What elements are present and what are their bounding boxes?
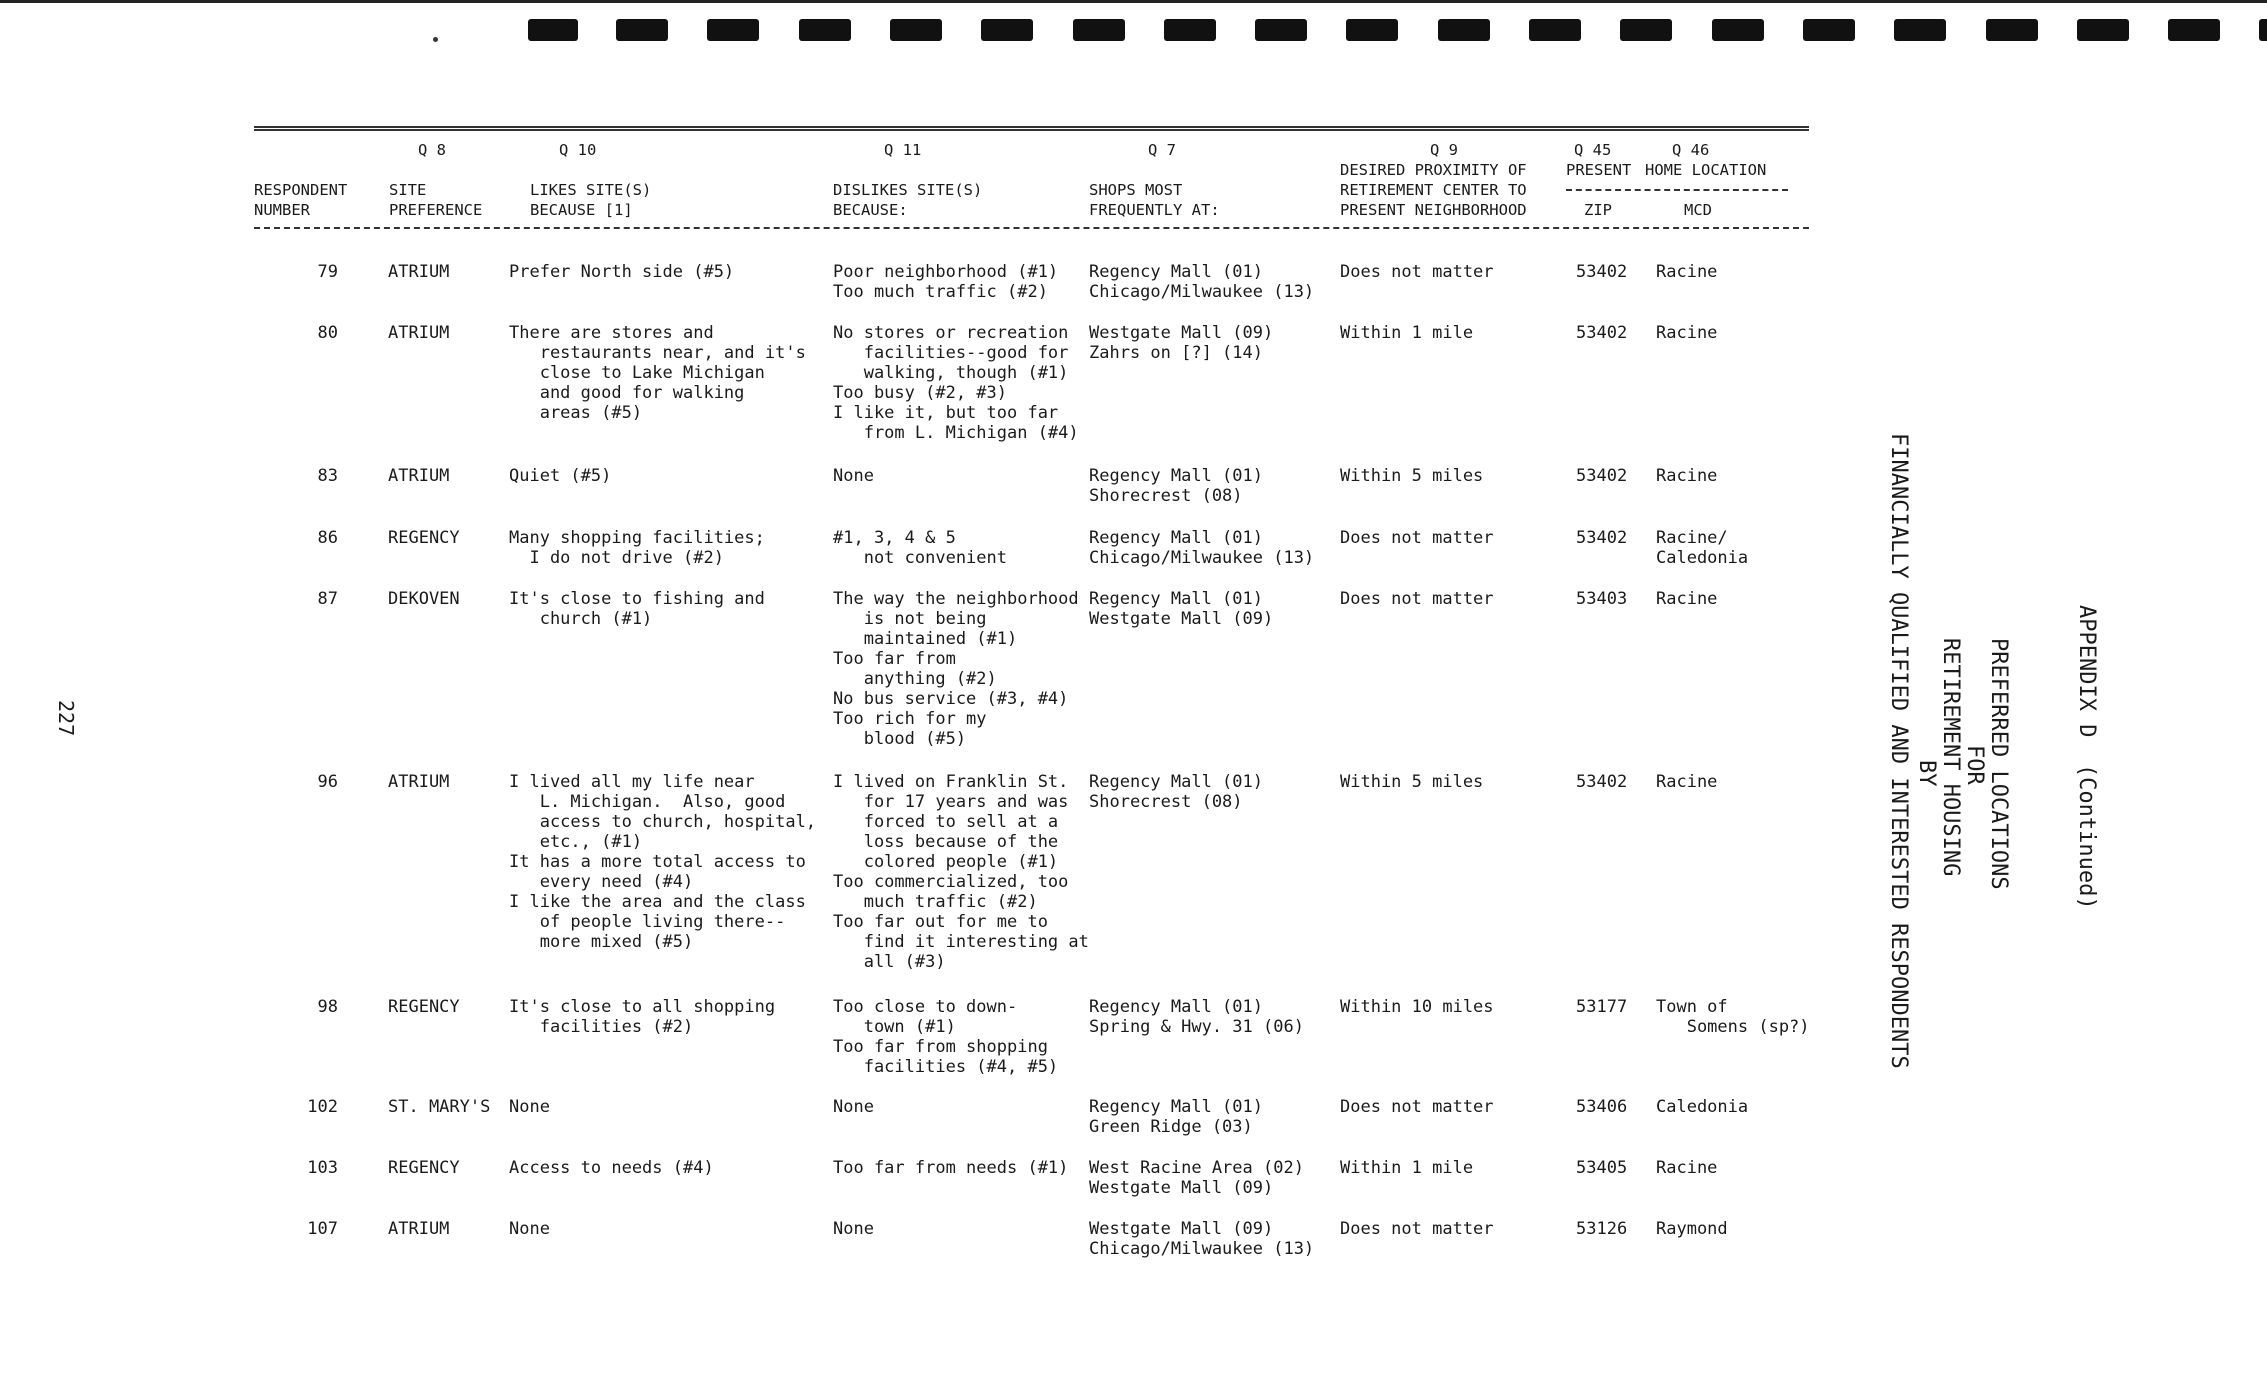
dislikes-site: Poor neighborhood (#1) Too much traffic (#2): [833, 262, 1059, 302]
respondent-number: 83: [317, 466, 338, 486]
header-mcd: MCD: [1684, 201, 1712, 219]
likes-site: There are stores and restaurants near, and it's close to Lake Michigan and good for walking areas (#5): [509, 323, 806, 423]
zip-code: 53402: [1576, 466, 1628, 486]
binder-hole: [1894, 19, 1946, 41]
shops-most-frequently: Regency Mall (01) Shorecrest (08): [1089, 772, 1263, 812]
header-q45: Q 45: [1574, 141, 1612, 159]
likes-site: Quiet (#5): [509, 466, 612, 486]
binder-hole: [616, 19, 668, 41]
desired-proximity: Does not matter: [1340, 1219, 1494, 1239]
top-edge-line: [0, 0, 2267, 3]
appendix-title: APPENDIX D (Continued): [2074, 605, 2099, 910]
site-preference: ATRIUM: [388, 262, 450, 282]
title-line-5: BY: [1914, 760, 1939, 787]
dislikes-site: None: [833, 1097, 874, 1117]
binder-hole: [528, 19, 578, 41]
title-line-6: FINANCIALLY QUALIFIED AND INTERESTED RESPONDENTS: [1886, 433, 1911, 1069]
likes-site: I lived all my life near L. Michigan. Also, good access to church, hospital, etc., (#1) It has a more total access to every need (#4) I like the area and the class of people living there-- more mixed (#5): [509, 772, 817, 952]
home-mcd: Town of Somens (sp?): [1656, 997, 1810, 1037]
header-dislikes-1: DISLIKES SITE(S): [833, 181, 983, 199]
home-mcd: Raymond: [1656, 1219, 1728, 1239]
header-likes-1: LIKES SITE(S): [530, 181, 652, 199]
shops-most-frequently: Regency Mall (01) Spring & Hwy. 31 (06): [1089, 997, 1304, 1037]
site-preference: REGENCY: [388, 997, 460, 1017]
header-dash-rule: [254, 227, 1809, 229]
home-mcd: Racine/ Caledonia: [1656, 528, 1749, 568]
header-prox-2: RETIREMENT CENTER TO: [1340, 181, 1527, 199]
respondent-number: 103: [307, 1158, 338, 1178]
header-prox-1: DESIRED PROXIMITY OF: [1340, 161, 1527, 179]
header-q9: Q 9: [1430, 141, 1458, 159]
q46-underline: [1566, 189, 1788, 191]
site-preference: REGENCY: [388, 1158, 460, 1178]
binder-holes: [0, 19, 2267, 43]
header-respondent-1: RESPONDENT: [254, 181, 348, 199]
site-preference: REGENCY: [388, 528, 460, 548]
binder-hole: [1438, 19, 1490, 41]
desired-proximity: Does not matter: [1340, 262, 1494, 282]
desired-proximity: Within 5 miles: [1340, 772, 1484, 792]
likes-site: Prefer North side (#5): [509, 262, 735, 282]
site-preference: ATRIUM: [388, 323, 450, 343]
header-zip: ZIP: [1584, 201, 1612, 219]
binder-hole: [1986, 19, 2038, 41]
likes-site: None: [509, 1097, 550, 1117]
respondent-number: 80: [317, 323, 338, 343]
header-double-rule: [254, 126, 1809, 131]
zip-code: 53402: [1576, 323, 1628, 343]
respondent-number: 79: [317, 262, 338, 282]
dislikes-site: I lived on Franklin St. for 17 years and was forced to sell at a loss because of the colored people (#1) Too commercialized, too much traffic (#2) Too far out for me to find it interesting at all (#3): [833, 772, 1089, 972]
page-number: 227: [54, 700, 78, 737]
dislikes-site: None: [833, 1219, 874, 1239]
shops-most-frequently: Regency Mall (01) Shorecrest (08): [1089, 466, 1263, 506]
desired-proximity: Within 5 miles: [1340, 466, 1484, 486]
respondent-number: 96: [317, 772, 338, 792]
desired-proximity: Within 10 miles: [1340, 997, 1494, 1017]
respondent-number: 102: [307, 1097, 338, 1117]
header-prox-3: PRESENT NEIGHBORHOOD: [1340, 201, 1527, 219]
stray-dot: [433, 37, 438, 42]
header-respondent-2: NUMBER: [254, 201, 310, 219]
desired-proximity: Does not matter: [1340, 1097, 1494, 1117]
shops-most-frequently: Regency Mall (01) Chicago/Milwaukee (13): [1089, 262, 1315, 302]
dislikes-site: Too far from needs (#1): [833, 1158, 1069, 1178]
binder-hole: [2168, 19, 2220, 41]
desired-proximity: Within 1 mile: [1340, 323, 1474, 343]
binder-hole: [799, 19, 851, 41]
header-likes-2: BECAUSE [1]: [530, 201, 633, 219]
home-mcd: Caledonia: [1656, 1097, 1749, 1117]
binder-hole: [1803, 19, 1855, 41]
binder-hole: [981, 19, 1033, 41]
site-preference: DEKOVEN: [388, 589, 460, 609]
header-dislikes-2: BECAUSE:: [833, 201, 908, 219]
desired-proximity: Does not matter: [1340, 528, 1494, 548]
likes-site: It's close to fishing and church (#1): [509, 589, 765, 629]
binder-hole: [1620, 19, 1672, 41]
site-preference: ST. MARY'S: [388, 1097, 491, 1117]
header-present: PRESENT: [1566, 161, 1632, 179]
zip-code: 53406: [1576, 1097, 1628, 1117]
title-line-2: PREFERRED LOCATIONS: [1986, 638, 2011, 890]
shops-most-frequently: West Racine Area (02) Westgate Mall (09): [1089, 1158, 1304, 1198]
title-line-4: RETIREMENT HOUSING: [1938, 638, 1963, 877]
zip-code: 53126: [1576, 1219, 1628, 1239]
home-mcd: Racine: [1656, 589, 1718, 609]
zip-code: 53405: [1576, 1158, 1628, 1178]
header-q11: Q 11: [884, 141, 922, 159]
shops-most-frequently: Regency Mall (01) Westgate Mall (09): [1089, 589, 1274, 629]
likes-site: It's close to all shopping facilities (#2): [509, 997, 776, 1037]
header-q46: Q 46: [1672, 141, 1710, 159]
zip-code: 53403: [1576, 589, 1628, 609]
dislikes-site: Too close to down- town (#1) Too far from shopping facilities (#4, #5): [833, 997, 1059, 1077]
respondent-number: 107: [307, 1219, 338, 1239]
respondent-number: 86: [317, 528, 338, 548]
zip-code: 53402: [1576, 262, 1628, 282]
desired-proximity: Within 1 mile: [1340, 1158, 1474, 1178]
site-preference: ATRIUM: [388, 772, 450, 792]
header-site-1: SITE: [389, 181, 427, 199]
home-mcd: Racine: [1656, 1158, 1718, 1178]
likes-site: None: [509, 1219, 550, 1239]
header-q8: Q 8: [418, 141, 446, 159]
binder-hole: [2259, 19, 2267, 41]
home-mcd: Racine: [1656, 323, 1718, 343]
dislikes-site: No stores or recreation facilities--good for walking, though (#1) Too busy (#2, #3) I like it, but too far from L. Michigan (#4): [833, 323, 1079, 443]
header-q7: Q 7: [1148, 141, 1176, 159]
header-q10: Q 10: [559, 141, 597, 159]
binder-hole: [1164, 19, 1216, 41]
likes-site: Access to needs (#4): [509, 1158, 714, 1178]
title-line-3: FOR: [1962, 745, 1987, 785]
binder-hole: [1529, 19, 1581, 41]
header-shops-1: SHOPS MOST: [1089, 181, 1183, 199]
binder-hole: [1346, 19, 1398, 41]
site-preference: ATRIUM: [388, 466, 450, 486]
binder-hole: [707, 19, 759, 41]
shops-most-frequently: Regency Mall (01) Green Ridge (03): [1089, 1097, 1263, 1137]
binder-hole: [1255, 19, 1307, 41]
likes-site: Many shopping facilities; I do not drive (#2): [509, 528, 765, 568]
home-mcd: Racine: [1656, 466, 1718, 486]
zip-code: 53402: [1576, 528, 1628, 548]
site-preference: ATRIUM: [388, 1219, 450, 1239]
respondent-number: 98: [317, 997, 338, 1017]
binder-hole: [2077, 19, 2129, 41]
binder-hole: [1712, 19, 1764, 41]
respondent-number: 87: [317, 589, 338, 609]
header-shops-2: FREQUENTLY AT:: [1089, 201, 1220, 219]
dislikes-site: #1, 3, 4 & 5 not convenient: [833, 528, 1007, 568]
shops-most-frequently: Regency Mall (01) Chicago/Milwaukee (13): [1089, 528, 1315, 568]
dislikes-site: None: [833, 466, 874, 486]
dislikes-site: The way the neighborhood is not being maintained (#1) Too far from anything (#2) No bus service (#3, #4) Too rich for my blood (#5): [833, 589, 1079, 749]
zip-code: 53177: [1576, 997, 1628, 1017]
zip-code: 53402: [1576, 772, 1628, 792]
header-homeloc: HOME LOCATION: [1645, 161, 1767, 179]
shops-most-frequently: Westgate Mall (09) Zahrs on [?] (14): [1089, 323, 1274, 363]
shops-most-frequently: Westgate Mall (09) Chicago/Milwaukee (13): [1089, 1219, 1315, 1259]
binder-hole: [1073, 19, 1125, 41]
header-site-2: PREFERENCE: [389, 201, 483, 219]
home-mcd: Racine: [1656, 262, 1718, 282]
desired-proximity: Does not matter: [1340, 589, 1494, 609]
binder-hole: [890, 19, 942, 41]
home-mcd: Racine: [1656, 772, 1718, 792]
